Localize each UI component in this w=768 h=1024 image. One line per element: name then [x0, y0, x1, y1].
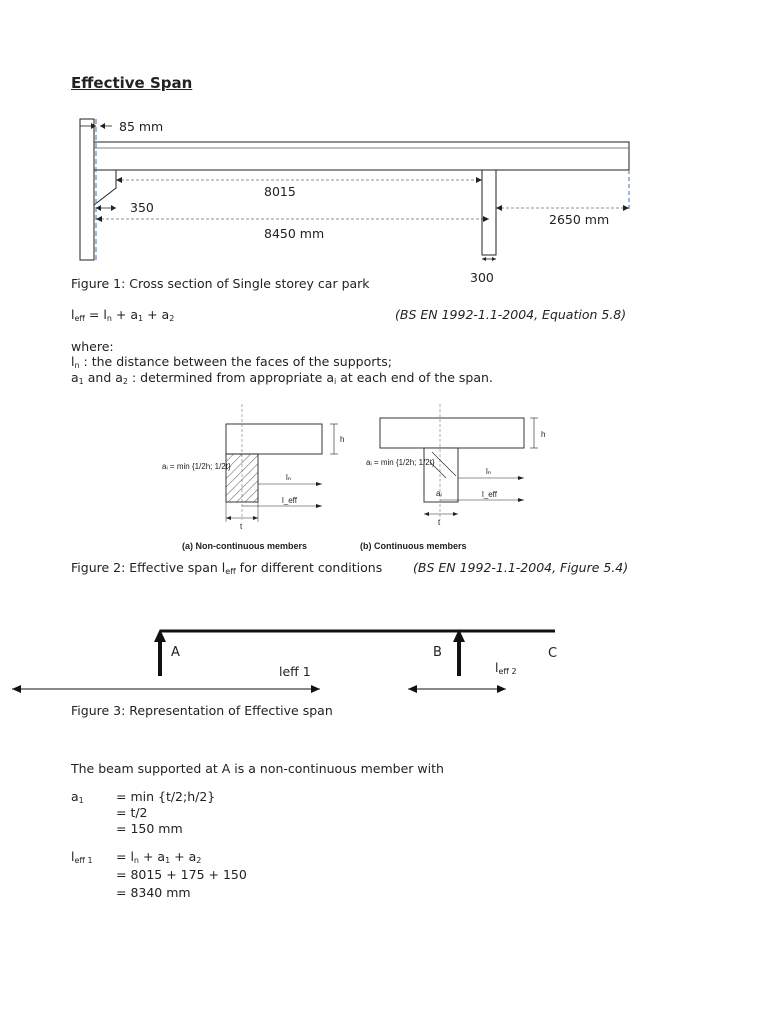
figure2-caption: Figure 2: Effective span $l_{eff}$ for different conditions [71, 560, 383, 576]
fig2a-ln-label: lₙ [286, 473, 291, 482]
dim-8015: 8015 [264, 184, 296, 199]
fig2b-leff-label: l_eff [482, 490, 497, 499]
dim-350: 350 [130, 200, 154, 215]
fig2b-h-label: h [541, 430, 546, 439]
support-b-label: B [433, 645, 442, 660]
page-title: Effective Span [71, 74, 193, 92]
fig2a-t-label: t [240, 522, 243, 531]
a1-line-2: = t/2 [116, 805, 148, 820]
equation-reference: (BS EN 1992-1.1-2004, Equation 5.8) [395, 307, 627, 322]
leff1-line-1: = $l_n + a_1 + a_2$ [116, 849, 202, 865]
where-label: where: [71, 339, 114, 354]
a1-line-3: = 150 mm [116, 821, 183, 836]
fig2a-caption: (a) Non-continuous members [182, 541, 308, 551]
dim-85mm: 85 mm [119, 119, 164, 134]
where-ln-definition: $l_n$ : the distance between the faces of the supports; [71, 354, 392, 370]
leff1-line-2: = 8015 + 175 + 150 [116, 867, 247, 882]
leff1-label: leff 1 [279, 664, 311, 679]
fig2a-leff-label: l_eff [282, 496, 297, 505]
figure3-caption: Figure 3: Representation of Effective span [71, 703, 333, 718]
where-a-definition: $a_1$ and $a_2$ : determined from appropriate $a_i$ at each end of the span. [71, 370, 493, 386]
fig2b-formula: aᵢ = min {1/2h; 1/2t} [366, 458, 435, 467]
dim-8450mm: 8450 mm [264, 226, 325, 241]
fig2b-caption: (b) Continuous members [360, 541, 467, 551]
calc-intro: The beam supported at A is a non-continuous member with [71, 761, 444, 776]
figure2-reference: (BS EN 1992-1.1-2004, Figure 5.4) [413, 560, 629, 575]
dim-2650mm: 2650 mm [549, 212, 610, 227]
fig2a-formula: aᵢ = min {1/2h; 1/2t} [162, 462, 231, 471]
leff1-symbol: $l_{eff 1}$ [71, 849, 93, 865]
point-c-label: C [548, 646, 558, 661]
effective-span-equation: $l_{eff} = l_n + a_1 + a_2$ [71, 307, 175, 323]
fig2a-h-label: h [340, 435, 345, 444]
dim-300: 300 [470, 270, 494, 285]
leff2-label: $l_{eff 2}$ [495, 660, 517, 676]
a1-line-1: = min {t/2;h/2} [116, 789, 216, 804]
fig2b-ln-label: lₙ [486, 467, 491, 476]
fig2b-ai-label: aᵢ [436, 489, 442, 498]
fig2b-t-label: t [438, 518, 441, 527]
a1-symbol: $a_1$ [71, 789, 84, 805]
leff1-line-3: = 8340 mm [116, 885, 191, 900]
support-a-label: A [171, 645, 180, 660]
figure1-caption: Figure 1: Cross section of Single storey car park [71, 276, 370, 291]
